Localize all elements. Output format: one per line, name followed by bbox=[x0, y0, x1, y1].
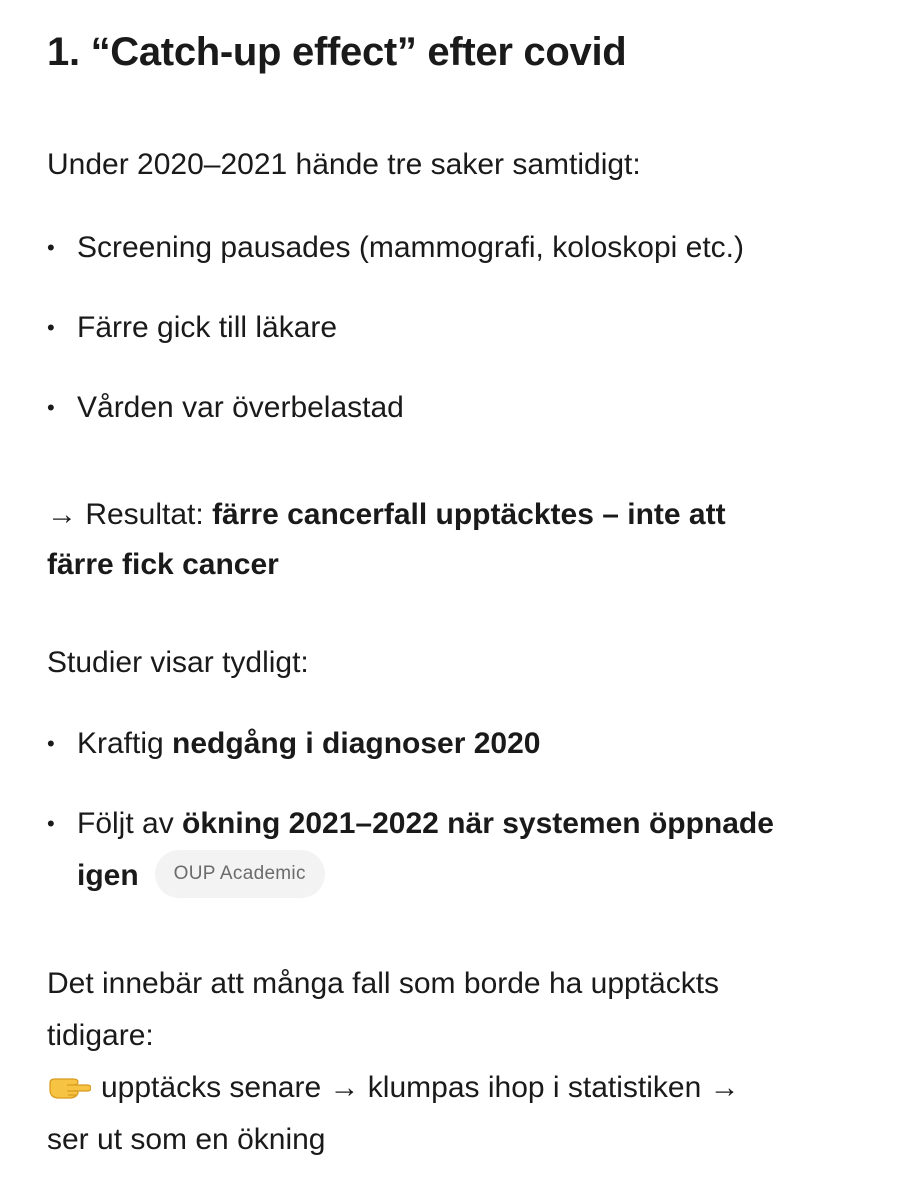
studies-intro: Studier visar tydligt: bbox=[47, 646, 309, 679]
conclusion-line4: ser ut som en ökning bbox=[47, 1123, 326, 1156]
list-item-text: Färre gick till läkare bbox=[77, 311, 338, 344]
conclusion-line1: Det innebär att många fall som borde ha upptäckts bbox=[47, 967, 720, 1000]
list-item-bold-cont: igen bbox=[77, 859, 139, 892]
list-item-text bbox=[77, 718, 852, 770]
section-heading: 1. “Catch-up effect” efter covid bbox=[47, 30, 627, 74]
conclusion-line2: tidigare: bbox=[47, 1019, 154, 1052]
list-item-bold: nedgång i diagnoser 2020 bbox=[172, 727, 541, 760]
bullet-icon: • bbox=[47, 235, 55, 260]
source-chip[interactable]: OUP Academic bbox=[155, 850, 325, 898]
list-item-plain: Kraftig bbox=[77, 727, 173, 760]
list-item-text bbox=[77, 798, 852, 902]
bullet-icon: • bbox=[47, 315, 55, 340]
conclusion-paragraph bbox=[47, 958, 740, 1166]
list-item-text: Screening pausades (mammografi, koloskopi etc.) bbox=[77, 231, 744, 264]
result-prefix: → Resultat: bbox=[47, 498, 213, 531]
list-item-bold: ökning 2021–2022 när systemen öppnade bbox=[182, 807, 774, 840]
result-bold-line2: färre fick cancer bbox=[47, 548, 279, 581]
result-paragraph bbox=[47, 490, 726, 590]
list-item-plain: Följt av bbox=[77, 807, 183, 840]
bullet-icon: • bbox=[47, 731, 55, 756]
intro-paragraph: Under 2020–2021 hände tre saker samtidigt: bbox=[47, 148, 641, 181]
pointing-hand-icon bbox=[47, 1066, 91, 1096]
bullet-icon: • bbox=[47, 395, 55, 420]
conclusion-line3: upptäcks senare → klumpas ihop i statistiken → bbox=[101, 1071, 740, 1104]
bullet-icon: • bbox=[47, 811, 55, 836]
result-bold-line1: färre cancerfall upptäcktes – inte att bbox=[212, 498, 726, 531]
list-item-text: Vården var överbelastad bbox=[77, 391, 404, 424]
